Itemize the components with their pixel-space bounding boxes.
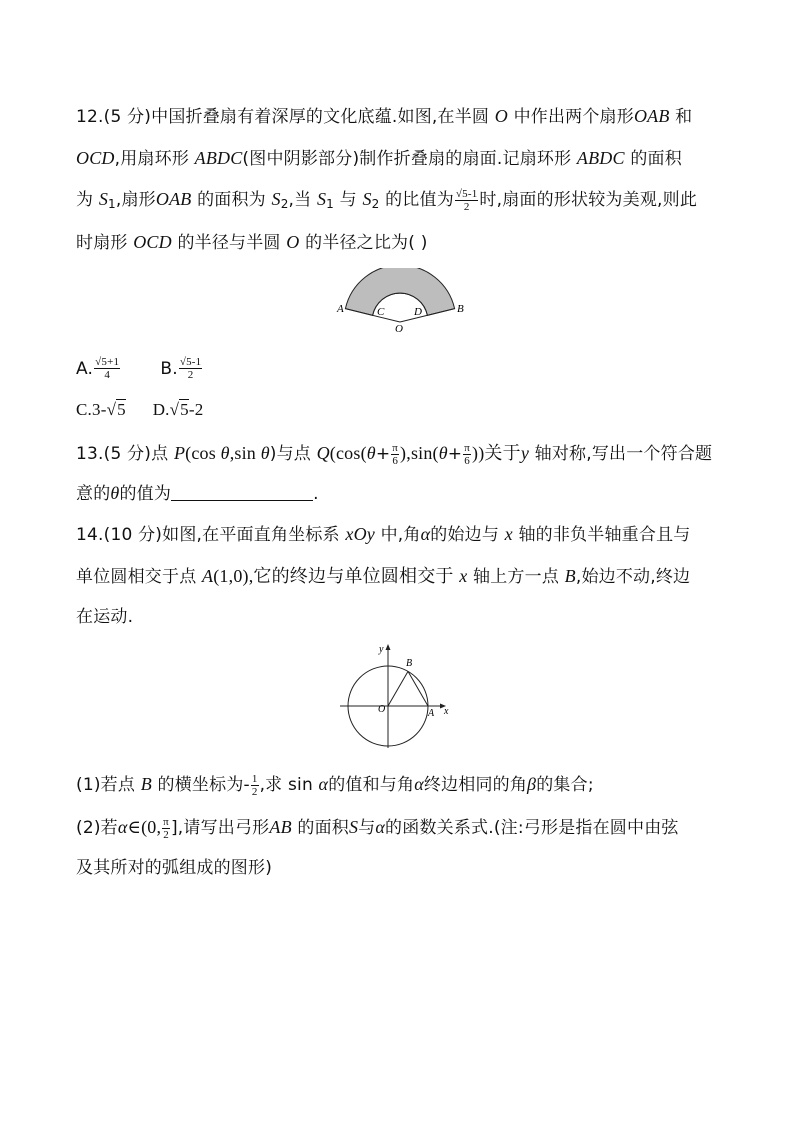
label-A: A [428, 708, 435, 719]
label-A: A [337, 303, 344, 315]
q14-part-2-cont: 及其所对的弧组成的图形) [76, 858, 273, 878]
q12-number: 12. [76, 107, 104, 127]
q14-number: 14. [76, 525, 104, 545]
q12-options-CD [76, 398, 203, 422]
segment-AB [408, 671, 428, 706]
q13-number: 13. [76, 444, 104, 464]
q12-line-4: 时扇形 OCD 的半径与半圆 O 的半径之比为( ) [76, 232, 428, 253]
q14-part-2: (2)若α∈(0, $\frac{\pi}{2}$ ],请写出弓形AB 的面积S与α的函数关系式.(注:弓形是指在圆中由弦 [76, 815, 679, 841]
ratio-fraction: $\frac{√5-1}{2}$ [455, 187, 478, 213]
q12-options-AB [76, 356, 203, 381]
label-C: C [377, 306, 385, 318]
q13-line-1: 13.(5 分)点 P(cos θ,sin θ)与点 Q(cos(θ+ $\frac{\pi}{6}$ ),sin(θ+ $\frac{\pi}{6}$ ))关于y 轴对称,写出一个符合题 [76, 441, 713, 467]
unit-circle-figure [336, 640, 456, 750]
option-B[interactable]: B. $\frac{√5-1}{2}$ [160, 356, 202, 381]
fan-shaded-region [345, 268, 454, 315]
q12-line-2: OCD,用扇环形 ABDC(图中阴影部分)制作折叠扇的扇面.记扇环形 ABDC 的面积 [76, 148, 682, 169]
label-x: x [444, 706, 449, 717]
label-B: B [406, 658, 413, 669]
q12-line-1: 12.(5 分)中国折叠扇有着深厚的文化底蕴.如图,在半圆 O 中作出两个扇形OAB 和 [76, 106, 693, 127]
q14-part-1: (1)若点 B 的横坐标为- $\frac{1}{2}$ ,求 sin α的值和与角α终边相同的角β的集合; [76, 772, 594, 798]
q13-line-2: 意的θ的值为 . [76, 483, 319, 504]
q14-line-3: 在运动. [76, 607, 134, 627]
option-C[interactable]: C.3-√5 [76, 400, 126, 419]
option-A[interactable]: A. $\frac{√5+1}{4}$ [76, 356, 120, 381]
q14-line-1: 14.(10 分)如图,在平面直角坐标系 xOy 中,角α的始边与 x 轴的非负半轴重合且与 [76, 524, 691, 545]
y-axis-arrow [386, 644, 391, 650]
label-O: O [378, 704, 386, 715]
answer-blank[interactable] [171, 482, 313, 501]
option-D[interactable]: D.√5-2 [152, 400, 204, 419]
q12-line-3: 为 $S_1$,扇形OAB 的面积为 $S_2$,当 $S_1$ 与 $S_2$ 的比值为 $\frac{√5-1}{2}$ 时,扇面的形状较为美观,则此 [76, 187, 698, 213]
label-D: D [414, 306, 422, 318]
label-y: y [379, 644, 384, 655]
label-B: B [457, 303, 464, 315]
segment-OB [388, 671, 408, 706]
label-O: O [395, 323, 403, 334]
fan-figure [330, 268, 470, 334]
q14-line-2: 单位圆相交于点 A(1,0),它的终边与单位圆相交于 x 轴上方一点 B,始边不动,终边 [76, 566, 691, 587]
